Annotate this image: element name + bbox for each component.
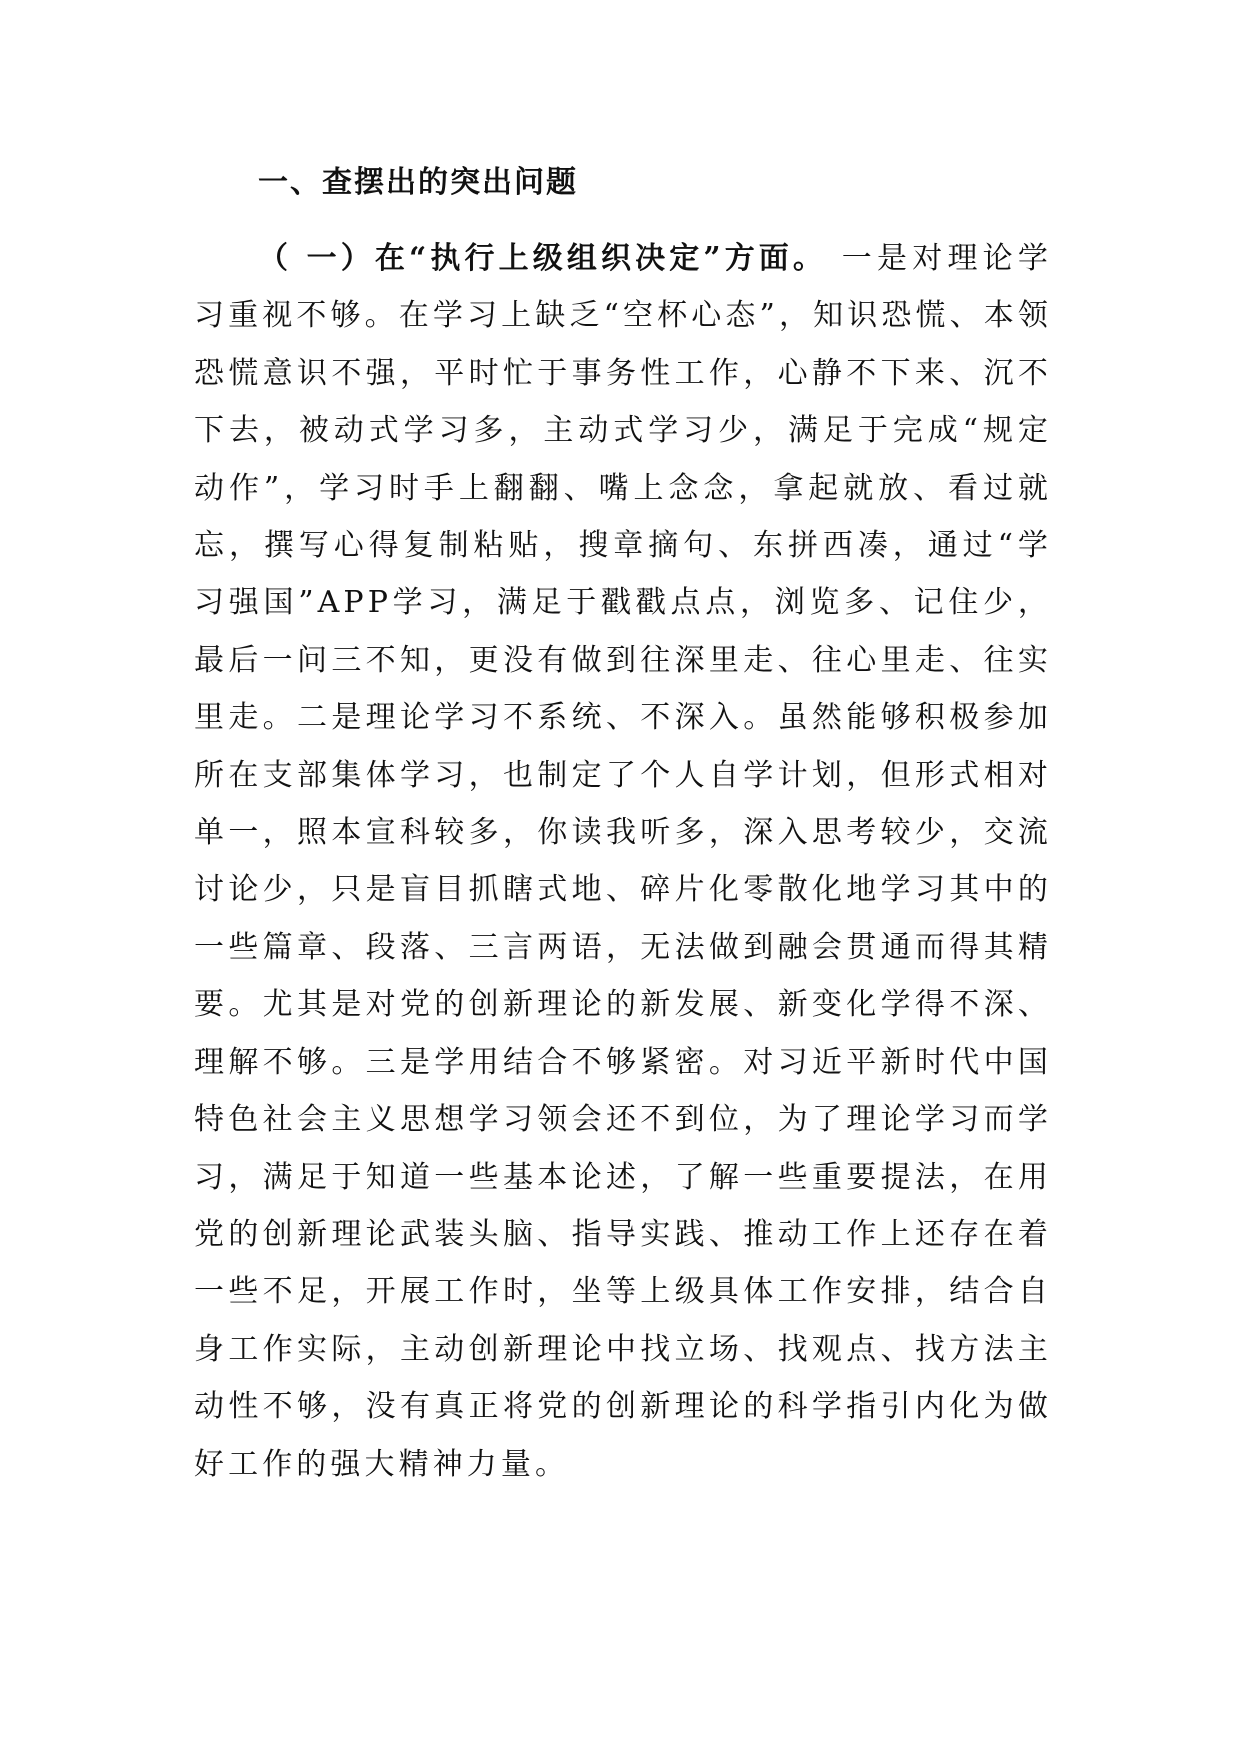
paragraph-body-text: 一是对理论学习重视不够。在学习上缺乏“空杯心态”，知识恐慌、本领恐慌意识不强，平时忙于事务性工作，心静不下来、沉不下去，被动式学习多，主动式学习少，满足于完成“规定动作”，学习时手上翻翻、嘴上念念，拿起就放、看过就忘，撰写心得复制粘贴，搜章摘句、东拼西凑，通过“学习强国”APP学习，满足于戳戳点点，浏览多、记住少，最后一问三不知，更没有做到往深里走、往心里走、往实里走。二是理论学习不系统、不深入。虽然能够积极参加所在支部集体学习，也制定了个人自学计划，但形式相对单一，照本宣科较多，你读我听多，深入思考较少，交流讨论少，只是盲目抓瞎式地、碎片化零散化地学习其中的一些篇章、段落、三言两语，无法做到融会贯通而得其精要。尤其是对党的创新理论的新发展、新变化学得不深、理解不够。三是学用结合不够紧密。对习近平新时代中国特色社会主义思想学习领会还不到位，为了理论学习而学习，满足于知道一些基本论述，了解一些重要提法，在用党的创新理论武装头脑、指导实践、推动工作上还存在着一些不足，开展工作时，坐等上级具体工作安排，结合自身工作实际，主动创新理论中找立场、找观点、找方法主动性不够，没有真正将党的创新理论的科学指引内化为做好工作的强大精神力量。	[194, 241, 1052, 1482]
body-paragraph	[194, 230, 1052, 1493]
document-content	[194, 158, 1052, 1493]
sub-heading: （ 一）在“执行上级组织决定”方面。	[258, 241, 828, 276]
section-heading: 一、查摆出的突出问题	[258, 165, 578, 200]
